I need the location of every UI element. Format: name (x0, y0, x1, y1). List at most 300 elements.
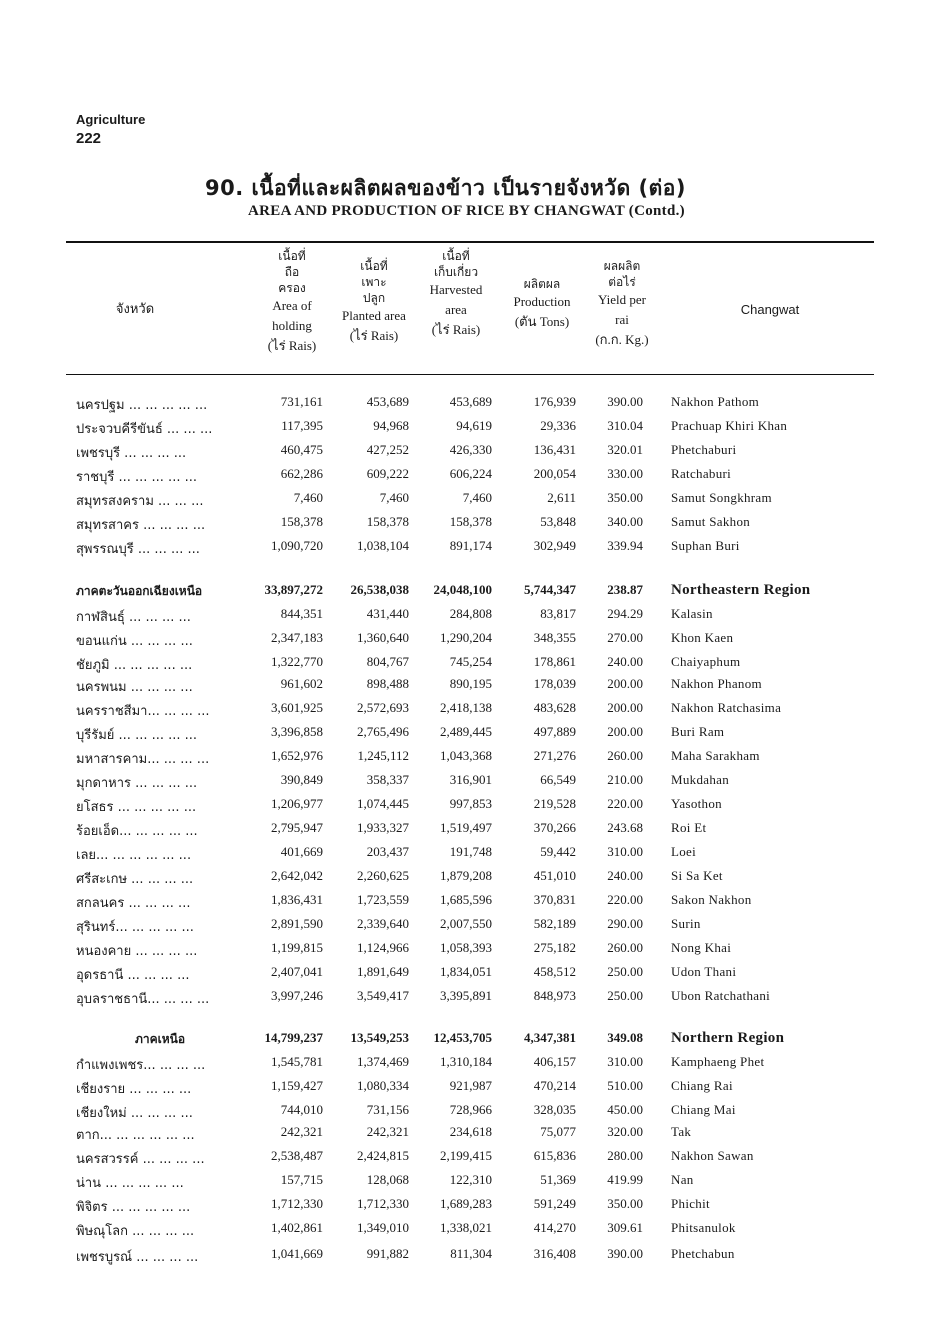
table-row (0, 724, 941, 746)
changwat-english-cell: Nong Khai (671, 940, 732, 955)
production-cell: 458,512 (533, 964, 576, 979)
holding-cell: 1,545,781 (271, 1054, 323, 1069)
yield-cell: 309.61 (607, 1220, 643, 1235)
province-thai-cell: เลย... ... ... ... ... ... (76, 848, 192, 863)
holding-cell: 401,669 (280, 844, 323, 859)
holding-cell: 844,351 (280, 606, 323, 621)
harvested-cell: 811,304 (450, 1246, 492, 1261)
changwat-english-cell: Tak (671, 1124, 692, 1139)
holding-cell: 158,378 (280, 514, 323, 529)
changwat-english-cell: Northeastern Region (671, 582, 811, 598)
changwat-english-cell: Phetchaburi (671, 442, 737, 457)
province-thai-cell: ภาคตะวันออกเฉียงเหนือ (76, 584, 203, 598)
harvested-cell: 24,048,100 (433, 582, 492, 597)
harvested-header-en2: area (445, 302, 467, 317)
holding-header-en2: holding (272, 318, 312, 333)
table-row (0, 1172, 941, 1194)
harvested-cell: 1,290,204 (440, 630, 492, 645)
harvested-cell: 3,395,891 (440, 988, 492, 1003)
table-row (0, 772, 941, 794)
province-thai-cell: มุกดาหาร ... ... ... ... (76, 776, 198, 791)
province-thai-cell: สุพรรณบุรี ... ... ... ... (76, 542, 200, 557)
production-cell: 470,214 (533, 1078, 576, 1093)
holding-cell: 1,159,427 (271, 1078, 323, 1093)
province-thai-cell: พิษณุโลก ... ... ... ... (76, 1224, 195, 1239)
production-cell: 219,528 (533, 796, 576, 811)
yield-cell: 294.29 (607, 606, 643, 621)
holding-cell: 242,321 (280, 1124, 323, 1139)
harvested-cell: 728,966 (449, 1102, 492, 1117)
province-thai-cell: ขอนแก่น ... ... ... ... (76, 634, 193, 649)
yield-cell: 390.00 (607, 1246, 643, 1261)
production-cell: 370,831 (533, 892, 576, 907)
province-thai-cell: มหาสารคาม... ... ... ... (76, 752, 210, 767)
table-number: 90. (205, 176, 244, 200)
holding-cell: 1,206,977 (271, 796, 323, 811)
production-cell: 848,973 (533, 988, 576, 1003)
changwat-english-cell: Nan (671, 1172, 694, 1187)
planted-cell: 609,222 (366, 466, 409, 481)
planted-cell: 1,245,112 (357, 748, 409, 763)
harvested-cell: 122,310 (449, 1172, 492, 1187)
production-cell: 497,889 (533, 724, 576, 739)
yield-cell: 270.00 (607, 630, 643, 645)
table-row (0, 868, 941, 890)
production-cell: 178,039 (533, 676, 576, 691)
yield-cell: 250.00 (607, 964, 643, 979)
planted-cell: 804,767 (366, 654, 409, 669)
holding-cell: 7,460 (293, 490, 323, 505)
yield-header-thai: ผลผลิตต่อไร่ (603, 259, 641, 289)
changwat-english-cell: Khon Kaen (671, 630, 734, 645)
holding-header-en1: Area of (272, 298, 312, 313)
table-row (0, 892, 941, 914)
province-thai-cell: นครปฐม ... ... ... ... ... (76, 398, 208, 413)
holding-cell: 117,395 (281, 418, 323, 433)
planted-cell: 3,549,417 (357, 988, 409, 1003)
yield-cell: 350.00 (607, 1196, 643, 1211)
planted-cell: 2,260,625 (357, 868, 409, 883)
yield-cell: 220.00 (607, 796, 643, 811)
province-thai-cell: สุรินทร์... ... ... ... ... (76, 920, 194, 935)
table-row (0, 1078, 941, 1100)
yield-cell: 310.00 (607, 844, 643, 859)
yield-cell: 349.08 (607, 1030, 643, 1045)
yield-cell: 290.00 (607, 916, 643, 931)
harvested-header-en1: Harvested (429, 282, 483, 297)
yield-cell: 260.00 (607, 940, 643, 955)
harvested-cell: 234,618 (449, 1124, 492, 1139)
holding-cell: 2,538,487 (271, 1148, 323, 1163)
changwat-english-cell: Nakhon Ratchasima (671, 700, 782, 715)
yield-cell: 310.00 (607, 1054, 643, 1069)
planted-cell: 13,549,253 (350, 1030, 409, 1045)
province-thai-cell: อุดรธานี ... ... ... ... (76, 968, 190, 983)
holding-cell: 3,396,858 (271, 724, 323, 739)
table-row (0, 514, 941, 536)
changwat-english-cell: Udon Thani (671, 964, 737, 979)
holding-cell: 1,652,976 (271, 748, 323, 763)
table-row (0, 964, 941, 986)
yield-cell: 250.00 (607, 988, 643, 1003)
production-cell: 582,189 (533, 916, 576, 931)
harvested-cell: 453,689 (449, 394, 492, 409)
holding-cell: 2,891,590 (271, 916, 323, 931)
changwat-english-cell: Ubon Ratchathani (671, 988, 771, 1003)
production-header-unit: (ตัน Tons) (514, 314, 570, 329)
production-cell: 53,848 (540, 514, 576, 529)
table-row (0, 748, 941, 770)
holding-cell: 1,090,720 (271, 538, 323, 553)
harvested-cell: 2,489,445 (440, 724, 492, 739)
table-row (0, 820, 941, 842)
planted-cell: 1,038,104 (357, 538, 409, 553)
planted-cell: 158,378 (366, 514, 409, 529)
production-cell: 176,939 (533, 394, 576, 409)
table-row (0, 538, 941, 560)
harvested-cell: 2,007,550 (440, 916, 492, 931)
province-thai-cell: ภาคเหนือ (134, 1032, 186, 1046)
yield-header-en2: rai (615, 312, 629, 327)
yield-cell: 220.00 (607, 892, 643, 907)
holding-cell: 157,715 (280, 1172, 323, 1187)
province-thai-cell: สมุทรสาคร ... ... ... ... (76, 518, 206, 533)
production-cell: 414,270 (533, 1220, 576, 1235)
yield-cell: 280.00 (607, 1148, 643, 1163)
table-row (0, 418, 941, 440)
changwat-english-cell: Mukdahan (671, 772, 729, 787)
production-cell: 51,369 (540, 1172, 576, 1187)
changwat-english-cell: Suphan Buri (671, 538, 740, 553)
holding-cell: 3,997,246 (271, 988, 323, 1003)
yield-cell: 260.00 (607, 748, 643, 763)
harvested-cell: 606,224 (449, 466, 492, 481)
yield-cell: 200.00 (607, 700, 643, 715)
province-thai-cell: เพชรบูรณ์ ... ... ... ... (76, 1250, 199, 1265)
holding-header (250, 248, 334, 356)
holding-cell: 2,642,042 (271, 868, 323, 883)
province-thai-cell: กำแพงเพชร... ... ... ... (76, 1058, 206, 1073)
province-thai-cell: กาฬสินธุ์ ... ... ... ... (76, 610, 191, 625)
harvested-cell: 1,310,184 (440, 1054, 492, 1069)
header-rule (66, 374, 874, 375)
province-thai-cell: บุรีรัมย์ ... ... ... ... ... (76, 728, 198, 743)
changwat-english-cell: Northern Region (671, 1030, 785, 1046)
planted-header-en1: Planted area (342, 308, 406, 323)
planted-cell: 128,068 (366, 1172, 409, 1187)
changwat-english-cell: Sakon Nakhon (671, 892, 752, 907)
province-thai-cell: สมุทรสงคราม ... ... ... (76, 494, 204, 509)
province-thai-cell: ประจวบคีรีขันธ์ ... ... ... (76, 422, 213, 437)
changwat-english-cell: Samut Songkhram (671, 490, 772, 505)
yield-cell: 510.00 (607, 1078, 643, 1093)
harvested-cell: 94,619 (456, 418, 492, 433)
province-thai-cell: นครพนม ... ... ... ... (76, 680, 193, 695)
planted-cell: 2,765,496 (357, 724, 409, 739)
holding-cell: 731,161 (280, 394, 323, 409)
holding-cell: 1,041,669 (271, 1246, 323, 1261)
province-thai-cell: ยโสธร ... ... ... ... ... (76, 800, 197, 815)
yield-cell: 340.00 (607, 514, 643, 529)
changwat-english-cell: Samut Sakhon (671, 514, 751, 529)
holding-cell: 744,010 (280, 1102, 323, 1117)
yield-cell: 240.00 (607, 654, 643, 669)
holding-cell: 33,897,272 (264, 582, 323, 597)
changwat-english-cell: Buri Ram (671, 724, 725, 739)
table-row (0, 1196, 941, 1218)
changwat-english-cell: Prachuap Khiri Khan (671, 418, 788, 433)
changwat-english-cell: Nakhon Phanom (671, 676, 762, 691)
production-cell: 4,347,381 (524, 1030, 576, 1045)
holding-cell: 662,286 (280, 466, 323, 481)
page-number: 222 (76, 130, 102, 147)
province-thai-header: จังหวัด (115, 302, 155, 317)
harvested-cell: 2,199,415 (440, 1148, 492, 1163)
planted-cell: 2,572,693 (357, 700, 409, 715)
planted-cell: 1,891,649 (357, 964, 409, 979)
changwat-english-cell: Chiang Mai (671, 1102, 736, 1117)
holding-cell: 390,849 (280, 772, 323, 787)
title-thai-text: เนื้อที่และผลิตผลของข้าว เป็นรายจังหวัด (ต่อ) (251, 176, 686, 200)
table-title-english: AREA AND PRODUCTION OF RICE BY CHANGWAT (Contd.) (248, 203, 685, 219)
holding-header-unit: (ไร่ Rais) (267, 338, 317, 353)
harvested-cell: 1,689,283 (440, 1196, 492, 1211)
harvested-cell: 12,453,705 (433, 1030, 492, 1045)
province-thai-cell: เชียงใหม่ ... ... ... ... (76, 1106, 193, 1121)
harvested-cell: 1,685,596 (440, 892, 492, 907)
production-header-thai: ผลิตผล (523, 277, 561, 291)
planted-cell: 1,723,559 (357, 892, 409, 907)
production-cell: 66,549 (540, 772, 576, 787)
planted-header-thai: เนื้อที่เพาะปลูก (360, 259, 388, 305)
harvested-header-unit: (ไร่ Rais) (431, 322, 481, 337)
province-thai-cell: ราชบุรี ... ... ... ... ... (76, 470, 197, 485)
production-cell: 178,861 (533, 654, 576, 669)
province-thai-cell: เพชรบุรี ... ... ... ... (76, 446, 187, 461)
yield-cell: 320.01 (607, 442, 643, 457)
table-row (0, 442, 941, 464)
table-row (0, 630, 941, 652)
yield-cell: 200.00 (607, 676, 643, 691)
planted-cell: 1,074,445 (357, 796, 409, 811)
yield-cell: 200.00 (607, 724, 643, 739)
province-thai-cell: ชัยภูมิ ... ... ... ... ... (76, 658, 193, 673)
harvested-cell: 1,043,368 (440, 748, 492, 763)
changwat-english-cell: Roi Et (671, 820, 707, 835)
planted-cell: 358,337 (366, 772, 409, 787)
yield-cell: 450.00 (607, 1102, 643, 1117)
production-header-en1: Production (513, 294, 571, 309)
province-thai-cell: ร้อยเอ็ด... ... ... ... ... (76, 824, 198, 839)
changwat-english-cell: Nakhon Sawan (671, 1148, 754, 1163)
holding-cell: 14,799,237 (264, 1030, 323, 1045)
holding-cell: 2,347,183 (271, 630, 323, 645)
production-header (500, 276, 584, 332)
yield-cell: 240.00 (607, 868, 643, 883)
holding-cell: 3,601,925 (271, 700, 323, 715)
production-cell: 271,276 (533, 748, 576, 763)
planted-cell: 1,360,640 (357, 630, 409, 645)
changwat-english-cell: Maha Sarakham (671, 748, 760, 763)
production-cell: 2,611 (547, 490, 576, 505)
planted-cell: 242,321 (366, 1124, 409, 1139)
harvested-cell: 921,987 (449, 1078, 492, 1093)
yield-cell: 390.00 (607, 394, 643, 409)
production-cell: 5,744,347 (524, 582, 576, 597)
changwat-english-cell: Phetchabun (671, 1246, 735, 1261)
production-cell: 29,336 (540, 418, 576, 433)
harvested-cell: 191,748 (449, 844, 492, 859)
table-row (0, 844, 941, 866)
harvested-cell: 997,853 (449, 796, 492, 811)
region-row (0, 582, 941, 604)
holding-cell: 1,836,431 (271, 892, 323, 907)
production-cell: 302,949 (533, 538, 576, 553)
province-thai-cell: ศรีสะเกษ ... ... ... ... (76, 872, 194, 887)
harvested-cell: 1,834,051 (440, 964, 492, 979)
production-cell: 370,266 (533, 820, 576, 835)
holding-header-thai: เนื้อที่ถือครอง (278, 249, 306, 295)
planted-cell: 1,712,330 (357, 1196, 409, 1211)
harvested-cell: 158,378 (449, 514, 492, 529)
holding-cell: 1,322,770 (271, 654, 323, 669)
planted-cell: 2,339,640 (357, 916, 409, 931)
changwat-english-cell: Loei (671, 844, 697, 859)
holding-cell: 1,712,330 (271, 1196, 323, 1211)
changwat-english-cell: Chaiyaphum (671, 654, 741, 669)
table-row (0, 1102, 941, 1124)
production-cell: 83,817 (540, 606, 576, 621)
table-row (0, 796, 941, 818)
table-title-thai (205, 172, 686, 205)
planted-cell: 1,124,966 (357, 940, 409, 955)
changwat-english-cell: Kamphaeng Phet (671, 1054, 765, 1069)
planted-cell: 453,689 (366, 394, 409, 409)
table-row (0, 654, 941, 676)
planted-cell: 1,933,327 (357, 820, 409, 835)
province-thai-cell: อุบลราชธานี... ... ... ... (76, 992, 210, 1007)
planted-cell: 26,538,038 (350, 582, 409, 597)
table-row (0, 1220, 941, 1242)
harvested-cell: 745,254 (449, 654, 492, 669)
holding-cell: 1,199,815 (271, 940, 323, 955)
harvested-cell: 890,195 (449, 676, 492, 691)
harvested-cell: 1,879,208 (440, 868, 492, 883)
harvested-header (414, 248, 498, 340)
holding-cell: 1,402,861 (271, 1220, 323, 1235)
planted-cell: 731,156 (366, 1102, 409, 1117)
planted-cell: 203,437 (366, 844, 409, 859)
table-row (0, 1124, 941, 1146)
planted-cell: 898,488 (366, 676, 409, 691)
production-cell: 275,182 (533, 940, 576, 955)
harvested-cell: 1,519,497 (440, 820, 492, 835)
province-thai-cell: พิจิตร ... ... ... ... ... (76, 1200, 191, 1215)
table-row (0, 394, 941, 416)
harvested-cell: 891,174 (449, 538, 492, 553)
changwat-english-cell: Chiang Rai (671, 1078, 733, 1093)
planted-cell: 2,424,815 (357, 1148, 409, 1163)
production-cell: 483,628 (533, 700, 576, 715)
table-row (0, 940, 941, 962)
changwat-english-cell: Surin (671, 916, 701, 931)
production-cell: 136,431 (533, 442, 576, 457)
harvested-cell: 1,058,393 (440, 940, 492, 955)
province-thai-cell: นครราชสีมา... ... ... ... (76, 704, 210, 719)
planted-cell: 1,080,334 (357, 1078, 409, 1093)
yield-header (580, 258, 664, 350)
province-thai-cell: นครสวรรค์ ... ... ... ... (76, 1152, 205, 1167)
table-row (0, 606, 941, 628)
table-row (0, 1148, 941, 1170)
holding-cell: 961,602 (280, 676, 323, 691)
province-thai-cell: สกลนคร ... ... ... ... (76, 896, 191, 911)
yield-cell: 330.00 (607, 466, 643, 481)
table-row (0, 1246, 941, 1268)
planted-cell: 94,968 (373, 418, 409, 433)
yield-cell: 243.68 (607, 820, 643, 835)
province-thai-cell: น่าน ... ... ... ... ... (76, 1176, 184, 1191)
holding-cell: 460,475 (280, 442, 323, 457)
table-row (0, 676, 941, 698)
planted-cell: 427,252 (366, 442, 409, 457)
province-thai-cell: เชียงราย ... ... ... ... (76, 1082, 192, 1097)
production-cell: 75,077 (540, 1124, 576, 1139)
production-cell: 316,408 (533, 1246, 576, 1261)
holding-cell: 2,795,947 (271, 820, 323, 835)
changwat-header: Changwat (740, 302, 800, 317)
table-row (0, 1054, 941, 1076)
table-row (0, 490, 941, 512)
harvested-cell: 284,808 (449, 606, 492, 621)
yield-cell: 339.94 (607, 538, 643, 553)
section-label: Agriculture (76, 112, 146, 127)
planted-cell: 7,460 (379, 490, 409, 505)
production-cell: 451,010 (533, 868, 576, 883)
changwat-english-cell: Yasothon (671, 796, 722, 811)
yield-cell: 350.00 (607, 490, 643, 505)
province-thai-cell: ตาก... ... ... ... ... ... (76, 1128, 195, 1143)
production-cell: 348,355 (533, 630, 576, 645)
yield-cell: 210.00 (607, 772, 643, 787)
changwat-english-cell: Kalasin (671, 606, 713, 621)
harvested-cell: 426,330 (449, 442, 492, 457)
changwat-english-cell: Ratchaburi (671, 466, 732, 481)
yield-header-unit: (ก.ก. Kg.) (595, 332, 649, 347)
harvested-cell: 1,338,021 (440, 1220, 492, 1235)
top-rule (66, 241, 874, 243)
table-row (0, 916, 941, 938)
region-row (0, 1030, 941, 1052)
yield-cell: 238.87 (607, 582, 643, 597)
changwat-english-cell: Si Sa Ket (671, 868, 723, 883)
harvested-cell: 7,460 (462, 490, 492, 505)
changwat-english-cell: Nakhon Pathom (671, 394, 760, 409)
yield-header-en1: Yield per (597, 292, 646, 307)
planted-cell: 991,882 (366, 1246, 409, 1261)
planted-header-unit: (ไร่ Rais) (349, 328, 399, 343)
production-cell: 591,249 (533, 1196, 576, 1211)
production-cell: 200,054 (533, 466, 576, 481)
table-row (0, 988, 941, 1010)
table-row (0, 466, 941, 488)
planted-cell: 1,374,469 (357, 1054, 409, 1069)
harvested-cell: 316,901 (449, 772, 492, 787)
table-row (0, 700, 941, 722)
yield-cell: 310.04 (607, 418, 643, 433)
yield-cell: 419.99 (607, 1172, 643, 1187)
holding-cell: 2,407,041 (271, 964, 323, 979)
